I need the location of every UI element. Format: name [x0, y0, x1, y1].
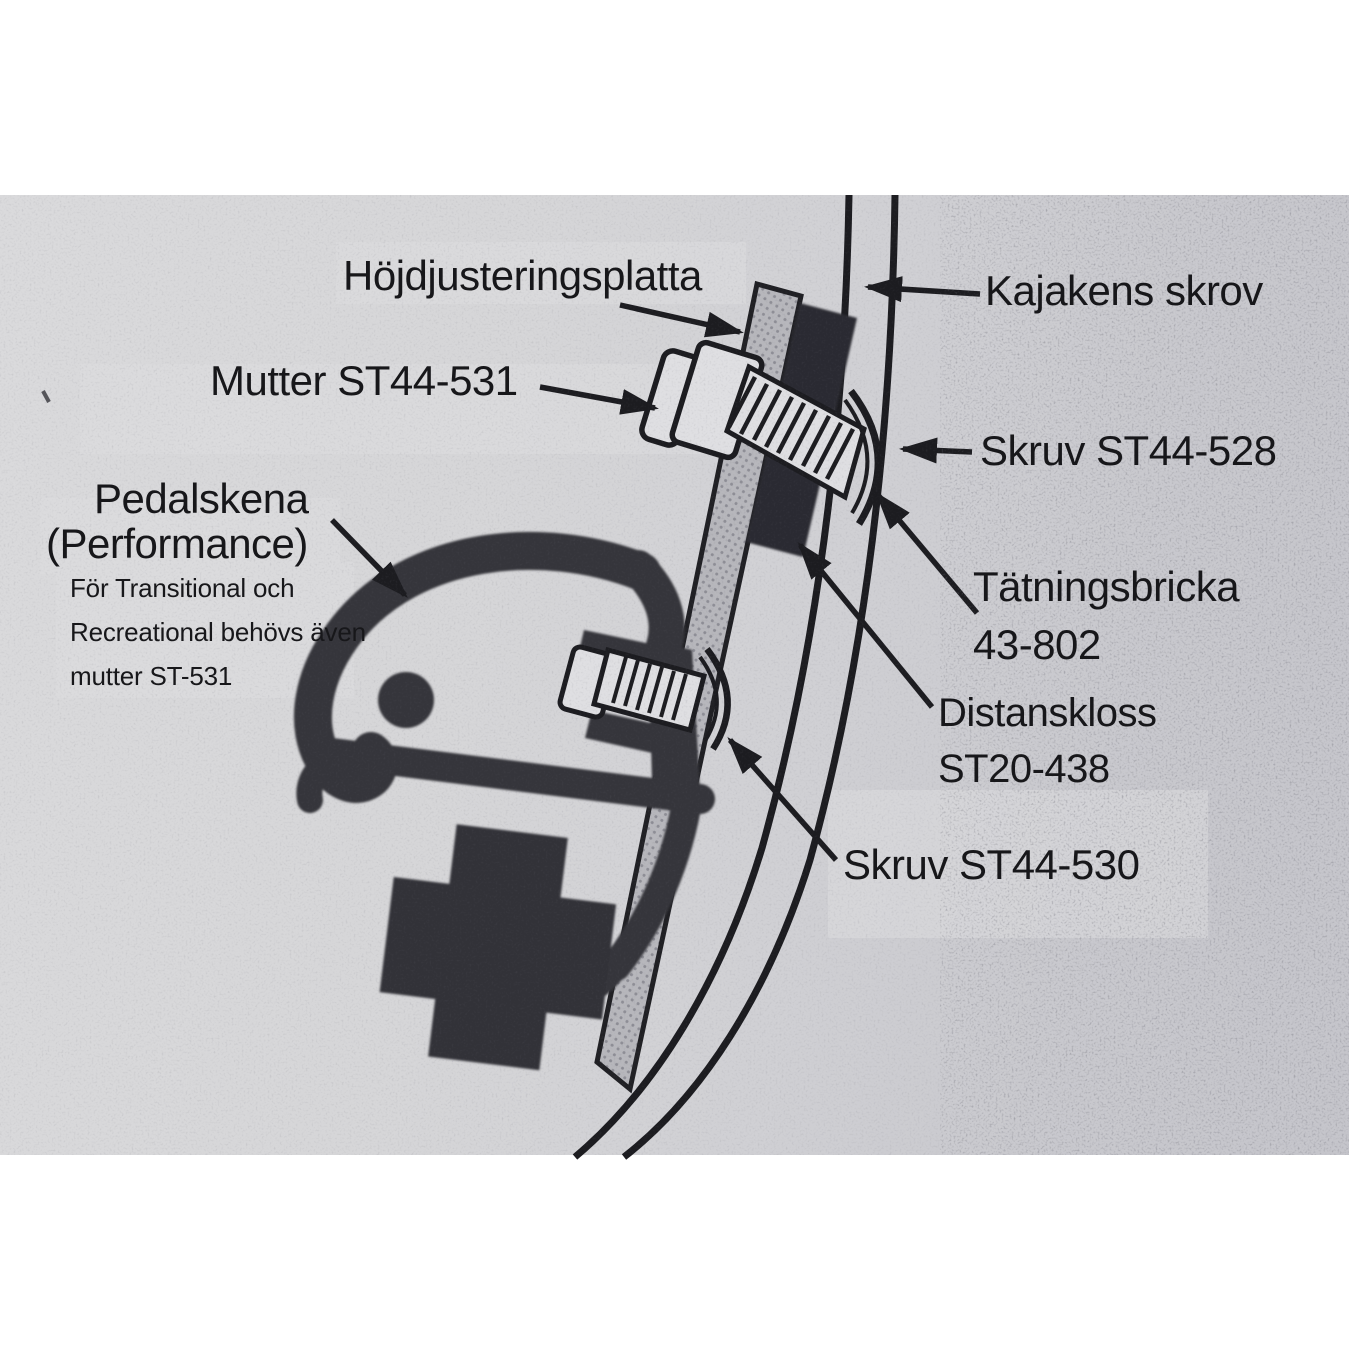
label-tatningsbricka: Tätningsbricka — [973, 563, 1240, 610]
label-distanskloss: Distanskloss — [938, 691, 1157, 735]
label-distanskloss-part: ST20-438 — [938, 747, 1110, 791]
label-pedalskena-note — [70, 566, 366, 698]
label-hojdjusteringsplatta: Höjdjusteringsplatta — [343, 252, 702, 299]
label-tatningsbricka-part: 43-802 — [973, 621, 1101, 668]
label-skruv-st44-530: Skruv ST44-530 — [843, 841, 1140, 888]
pedalskena-note-line-3: mutter ST-531 — [70, 661, 233, 691]
label-mutter-st44-531: Mutter ST44-531 — [210, 357, 518, 404]
label-pedalskena-variant: (Performance) — [46, 520, 308, 567]
pedalskena-note-line-1: För Transitional och — [70, 573, 295, 603]
label-skruv-st44-528: Skruv ST44-528 — [980, 427, 1277, 474]
pedalskena-note-line-2: Recreational behövs även — [70, 617, 366, 647]
label-kajakens-skrov: Kajakens skrov — [985, 267, 1263, 314]
label-pedalskena: Pedalskena — [94, 475, 309, 522]
